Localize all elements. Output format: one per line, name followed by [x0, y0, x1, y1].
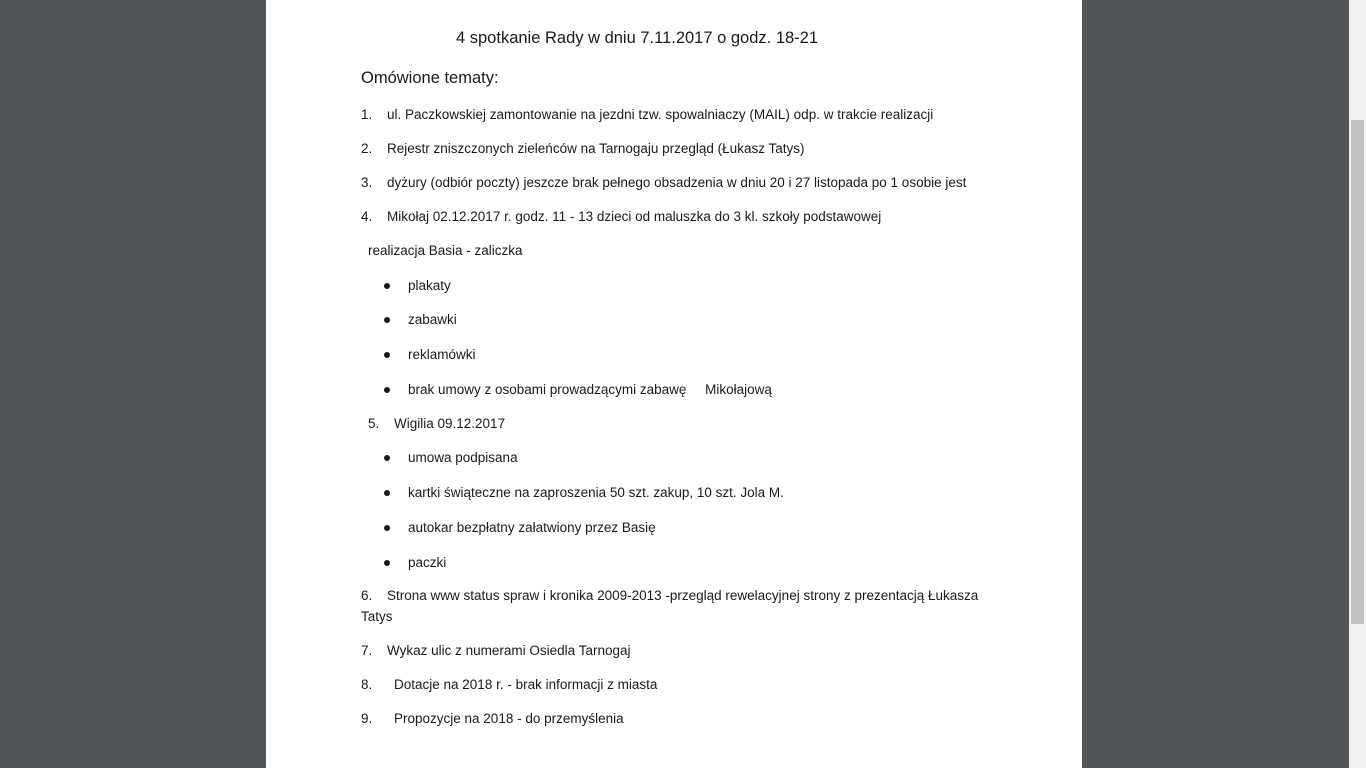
bullet-text: kartki świąteczne na zaproszenia 50 szt. zakup, 10 szt. Jola M. [408, 485, 784, 500]
item-text: ul. Paczkowskiej zamontowanie na jezdni tzw. spowalniaczy (MAIL) odp. w trakcie realizacji [387, 107, 934, 122]
item-number: 7. [361, 643, 373, 658]
item-text: Propozycje na 2018 - do przemyślenia [394, 711, 624, 726]
bullet-icon [384, 317, 390, 323]
document-page [266, 0, 1082, 768]
item-text: Dotacje na 2018 r. - brak informacji z miasta [394, 677, 658, 692]
bullet-icon [384, 455, 390, 461]
item-text: Wigilia 09.12.2017 [394, 416, 506, 431]
item-number: 4. [361, 209, 373, 224]
bullet-icon [384, 490, 390, 496]
document-title: 4 spotkanie Rady w dniu 7.11.2017 o godz. 18-21 [456, 29, 819, 47]
bullet-icon [384, 352, 390, 358]
vertical-scrollbar[interactable] [1349, 0, 1366, 768]
item-number: 3. [361, 175, 373, 190]
bullet-icon [384, 560, 390, 566]
item-text: Rejestr zniszczonych zieleńców na Tarnogaju przegląd (Łukasz Tatys) [387, 141, 805, 156]
item-number: 8. [361, 677, 373, 692]
bullet-icon [384, 525, 390, 531]
item4-note: realizacja Basia - zaliczka [368, 243, 523, 258]
scrollbar-thumb[interactable] [1351, 120, 1364, 624]
bullet-text: paczki [408, 555, 447, 570]
item-number: 9. [361, 711, 373, 726]
bullet-text: reklamówki [408, 347, 476, 362]
bullet-text: plakaty [408, 278, 451, 293]
bullet-text: autokar bezpłatny załatwiony przez Basię [408, 520, 656, 535]
item-number: 2. [361, 141, 373, 156]
item-number: 5. [368, 416, 380, 431]
item-text: dyżury (odbiór poczty) jeszcze brak pełnego obsadzenia w dniu 20 i 27 listopada po 1 osobie jest [387, 175, 967, 190]
item-text: Strona www status spraw i kronika 2009-2013 -przegląd rewelacyjnej strony z prezentacją Łukasza [387, 588, 979, 603]
bullet-text: umowa podpisana [408, 450, 518, 465]
section-heading: Omówione tematy: [361, 69, 499, 87]
bullet-text: brak umowy z osobami prowadzącymi zabawę Mikołajową [408, 382, 772, 397]
item-text: Mikołaj 02.12.2017 r. godz. 11 - 13 dzieci od maluszka do 3 kl. szkoły podstawowej [387, 209, 882, 224]
bullet-icon [384, 283, 390, 289]
item-text: Wykaz ulic z numerami Osiedla Tarnogaj [387, 643, 631, 658]
bullet-text: zabawki [408, 312, 457, 327]
bullet-icon [384, 387, 390, 393]
item-number: 1. [361, 107, 373, 122]
item-number: 6. [361, 588, 373, 603]
item-continuation: Tatys [361, 609, 393, 624]
